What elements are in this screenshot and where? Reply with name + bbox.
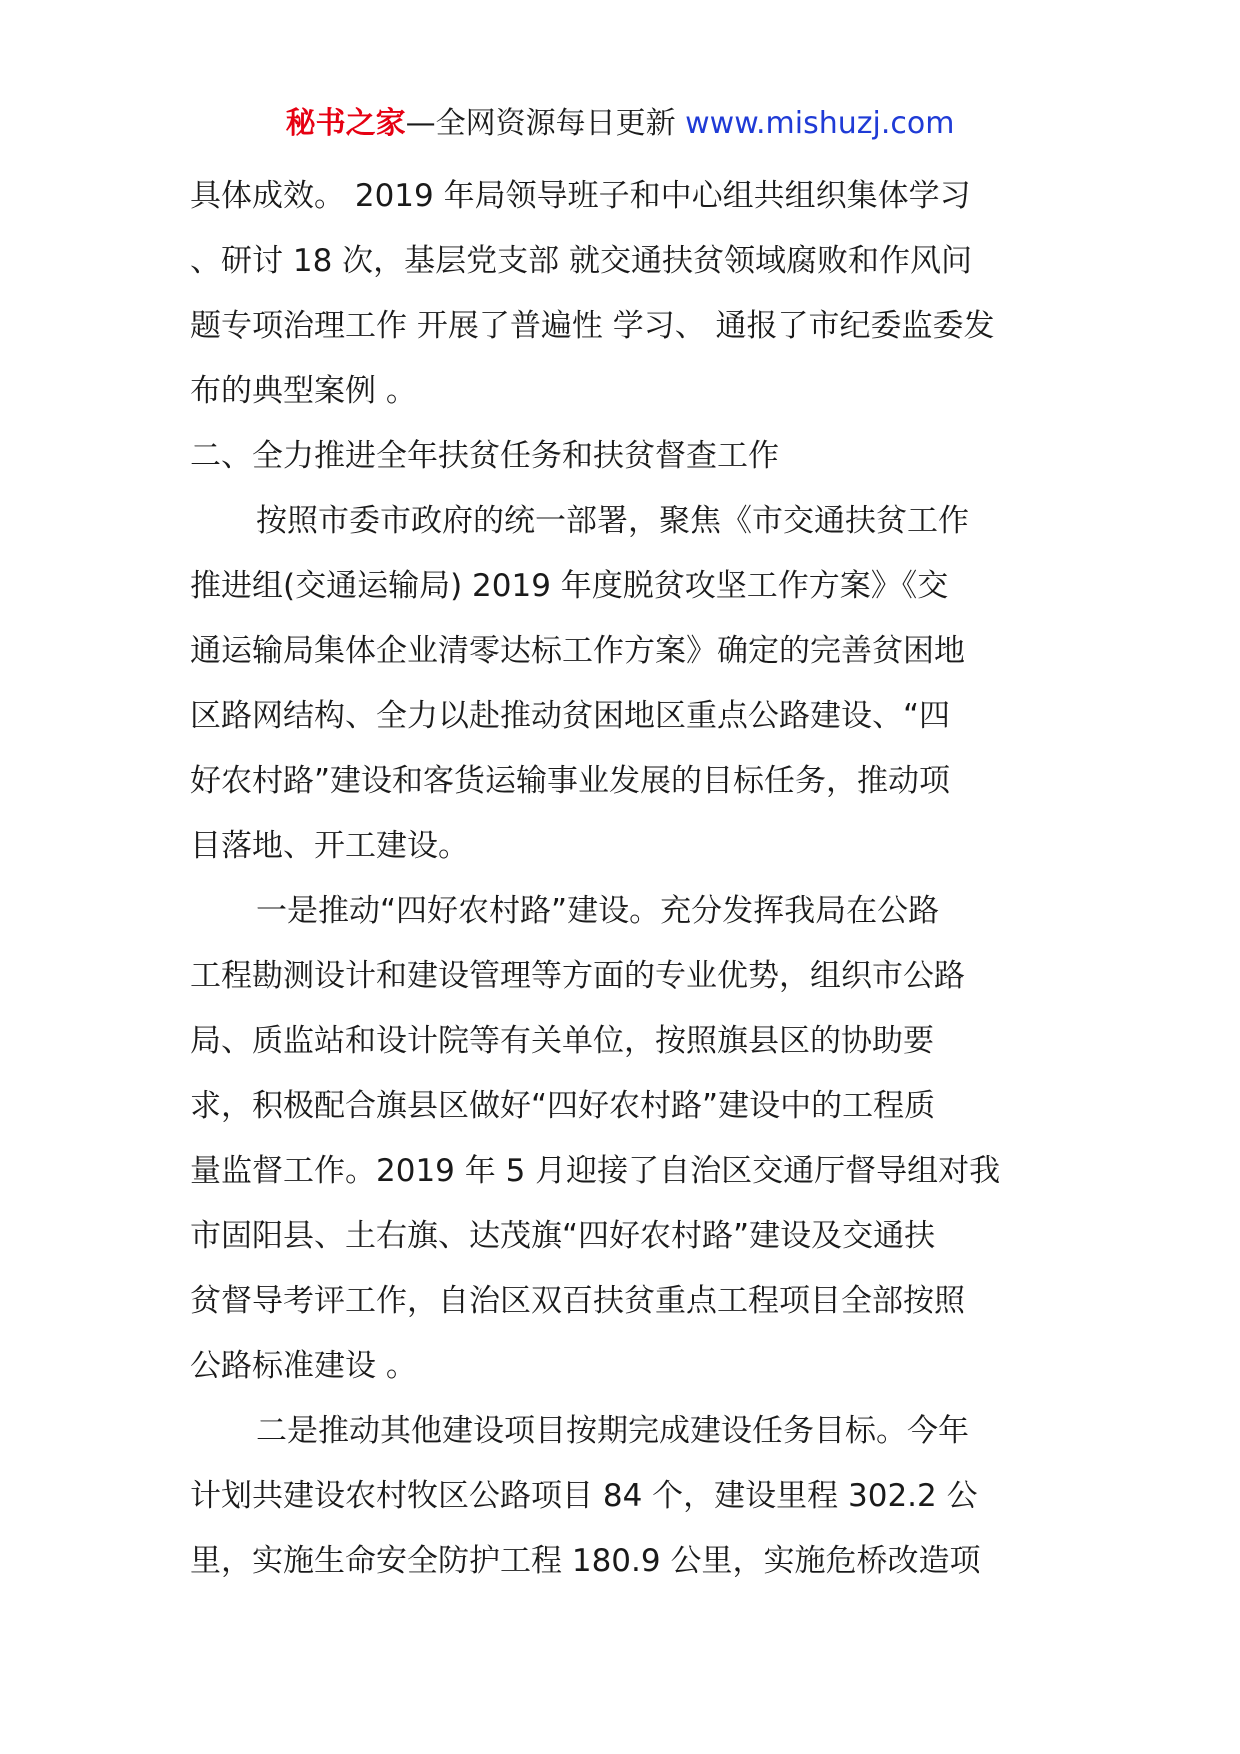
header-tagline: —全网资源每日更新 bbox=[405, 106, 686, 141]
text-line: 公路标准建设 。 bbox=[190, 1348, 417, 1384]
text-line: 市固阳县、土右旗、达茂旗“四好农村路”建设及交通扶 bbox=[190, 1218, 936, 1254]
text-line: 具体成效。 2019 年局领导班子和中心组共组织集体学习 bbox=[190, 178, 971, 214]
page-header bbox=[0, 104, 1240, 144]
text-line: 题专项治理工作 开展了普遍性 学习、 通报了市纪委监委发 bbox=[190, 308, 995, 344]
paragraph-start: 按照市委市政府的统一部署，聚焦《市交通扶贫工作 bbox=[256, 503, 969, 539]
text-line: 目落地、开工建设。 bbox=[190, 828, 469, 864]
paragraph-start: 二是推动其他建设项目按期完成建设任务目标。今年 bbox=[256, 1413, 969, 1449]
text-line: 区路网结构、全力以赴推动贫困地区重点公路建设、“四 bbox=[190, 698, 951, 734]
text-line: 量监督工作。2019 年 5 月迎接了自治区交通厅督导组对我 bbox=[190, 1153, 1001, 1189]
text-line: 里，实施生命安全防护工程 180.9 公里，实施危桥改造项 bbox=[190, 1543, 981, 1579]
text-line: 好农村路”建设和客货运输事业发展的目标任务，推动项 bbox=[190, 763, 951, 799]
brand-name: 秘书之家 bbox=[285, 106, 406, 141]
text-line: 局、质监站和设计院等有关单位，按照旗县区的协助要 bbox=[190, 1023, 934, 1059]
section-heading: 二、全力推进全年扶贫任务和扶贫督查工作 bbox=[190, 438, 779, 474]
text-line: 计划共建设农村牧区公路项目 84 个，建设里程 302.2 公 bbox=[190, 1478, 978, 1514]
text-line: 推进组(交通运输局) 2019 年度脱贫攻坚工作方案》《交 bbox=[190, 568, 949, 604]
website-link[interactable]: www.mishuzj.com bbox=[685, 106, 955, 141]
text-line: 求，积极配合旗县区做好“四好农村路”建设中的工程质 bbox=[190, 1088, 936, 1124]
paragraph-start: 一是推动“四好农村路”建设。充分发挥我局在公路 bbox=[256, 893, 940, 929]
document-body bbox=[190, 164, 1060, 1594]
text-line: 、研讨 18 次，基层党支部 就交通扶贫领域腐败和作风问 bbox=[190, 243, 973, 279]
text-line: 布的典型案例 。 bbox=[190, 373, 417, 409]
text-line: 工程勘测设计和建设管理等方面的专业优势，组织市公路 bbox=[190, 958, 965, 994]
text-line: 通运输局集体企业清零达标工作方案》确定的完善贫困地 bbox=[190, 633, 965, 669]
text-line: 贫督导考评工作，自治区双百扶贫重点工程项目全部按照 bbox=[190, 1283, 965, 1319]
